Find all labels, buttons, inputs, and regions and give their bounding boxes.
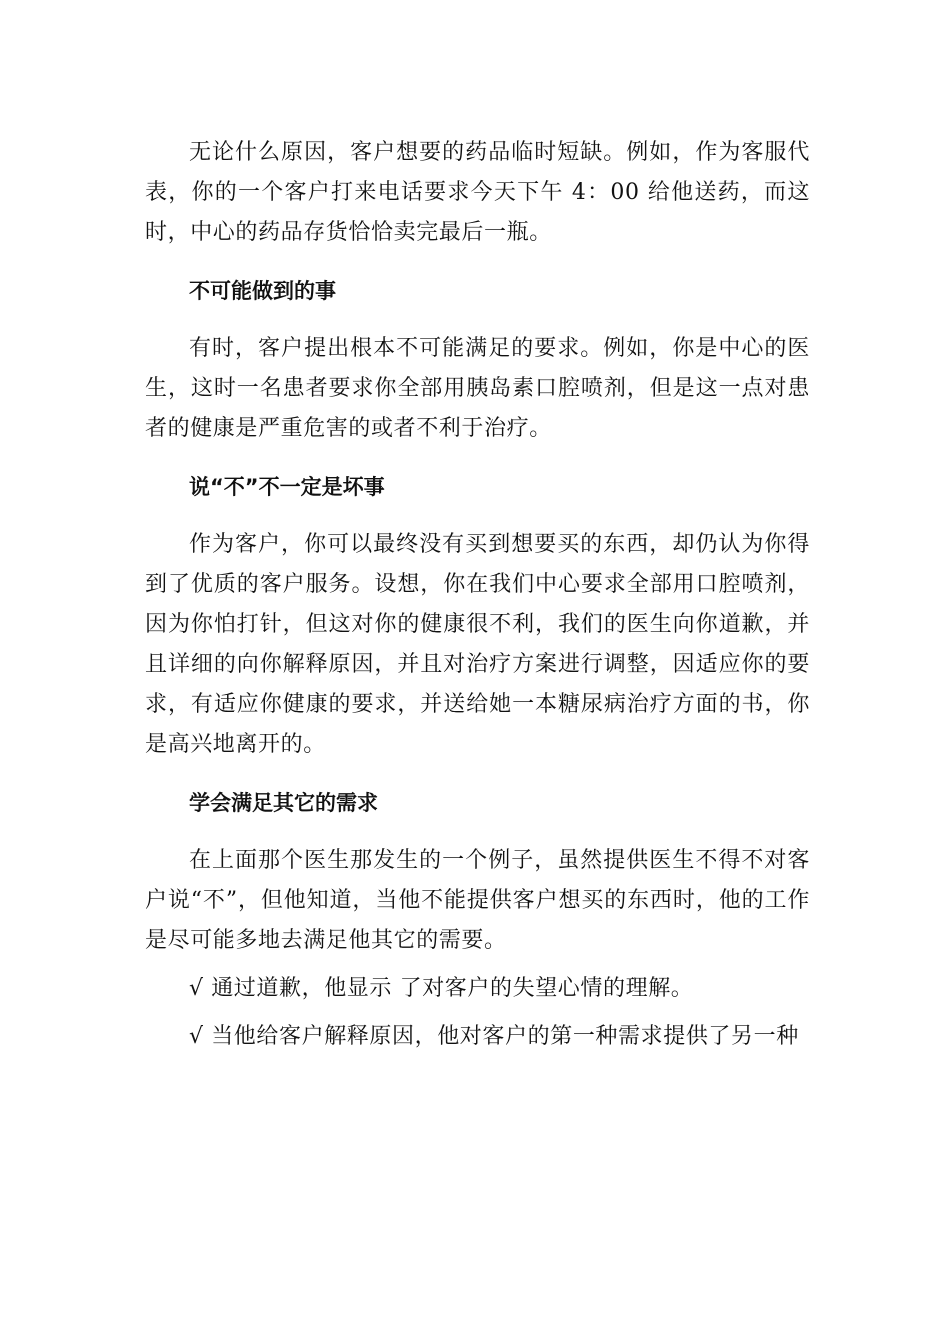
paragraph-impossible-request: 有时，客户提出根本不可能满足的要求。例如，你是中心的医生，这时一名患者要求你全部用胰岛素口腔喷剂，但是这一点对患者的健康是严重危害的或者不利于治疗。	[145, 336, 810, 441]
bullet-explanation: √ 当他给客户解释原因，他对客户的第一种需求提供了另一种	[189, 1024, 799, 1049]
heading-saying-no: 说“不”不一定是坏事	[189, 475, 385, 499]
heading-impossible-things: 不可能做到的事	[189, 279, 336, 303]
paragraph-medicine-shortage: 无论什么原因，客户想要的药品临时短缺。例如，作为客服代表，你的一个客户打来电话要求今天下午 4：00 给他送药，而这时，中心的药品存货恰恰卖完最后一瓶。	[145, 140, 810, 245]
bullet-apology: √ 通过道歉，他显示 了对客户的失望心情的理解。	[189, 976, 694, 1001]
document-body	[145, 133, 810, 1057]
paragraph-quality-service: 作为客户，你可以最终没有买到想要买的东西，却仍认为你得到了优质的客户服务。设想，你在我们中心要求全部用口腔喷剂，因为你怕打针，但这对你的健康很不利，我们的医生向你道歉，并且详细的向你解释原因，并且对治疗方案进行调整，因适应你的要求，有适应你健康的要求，并送给她一本糖尿病治疗方面的书，你是高兴地离开的。	[145, 532, 810, 757]
heading-other-needs: 学会满足其它的需求	[189, 791, 378, 815]
paragraph-doctor-example: 在上面那个医生那发生的一个例子，虽然提供医生不得不对客户说“不”，但他知道，当他不能提供客户想买的东西时，他的工作是尽可能多地去满足他其它的需要。	[145, 848, 810, 953]
